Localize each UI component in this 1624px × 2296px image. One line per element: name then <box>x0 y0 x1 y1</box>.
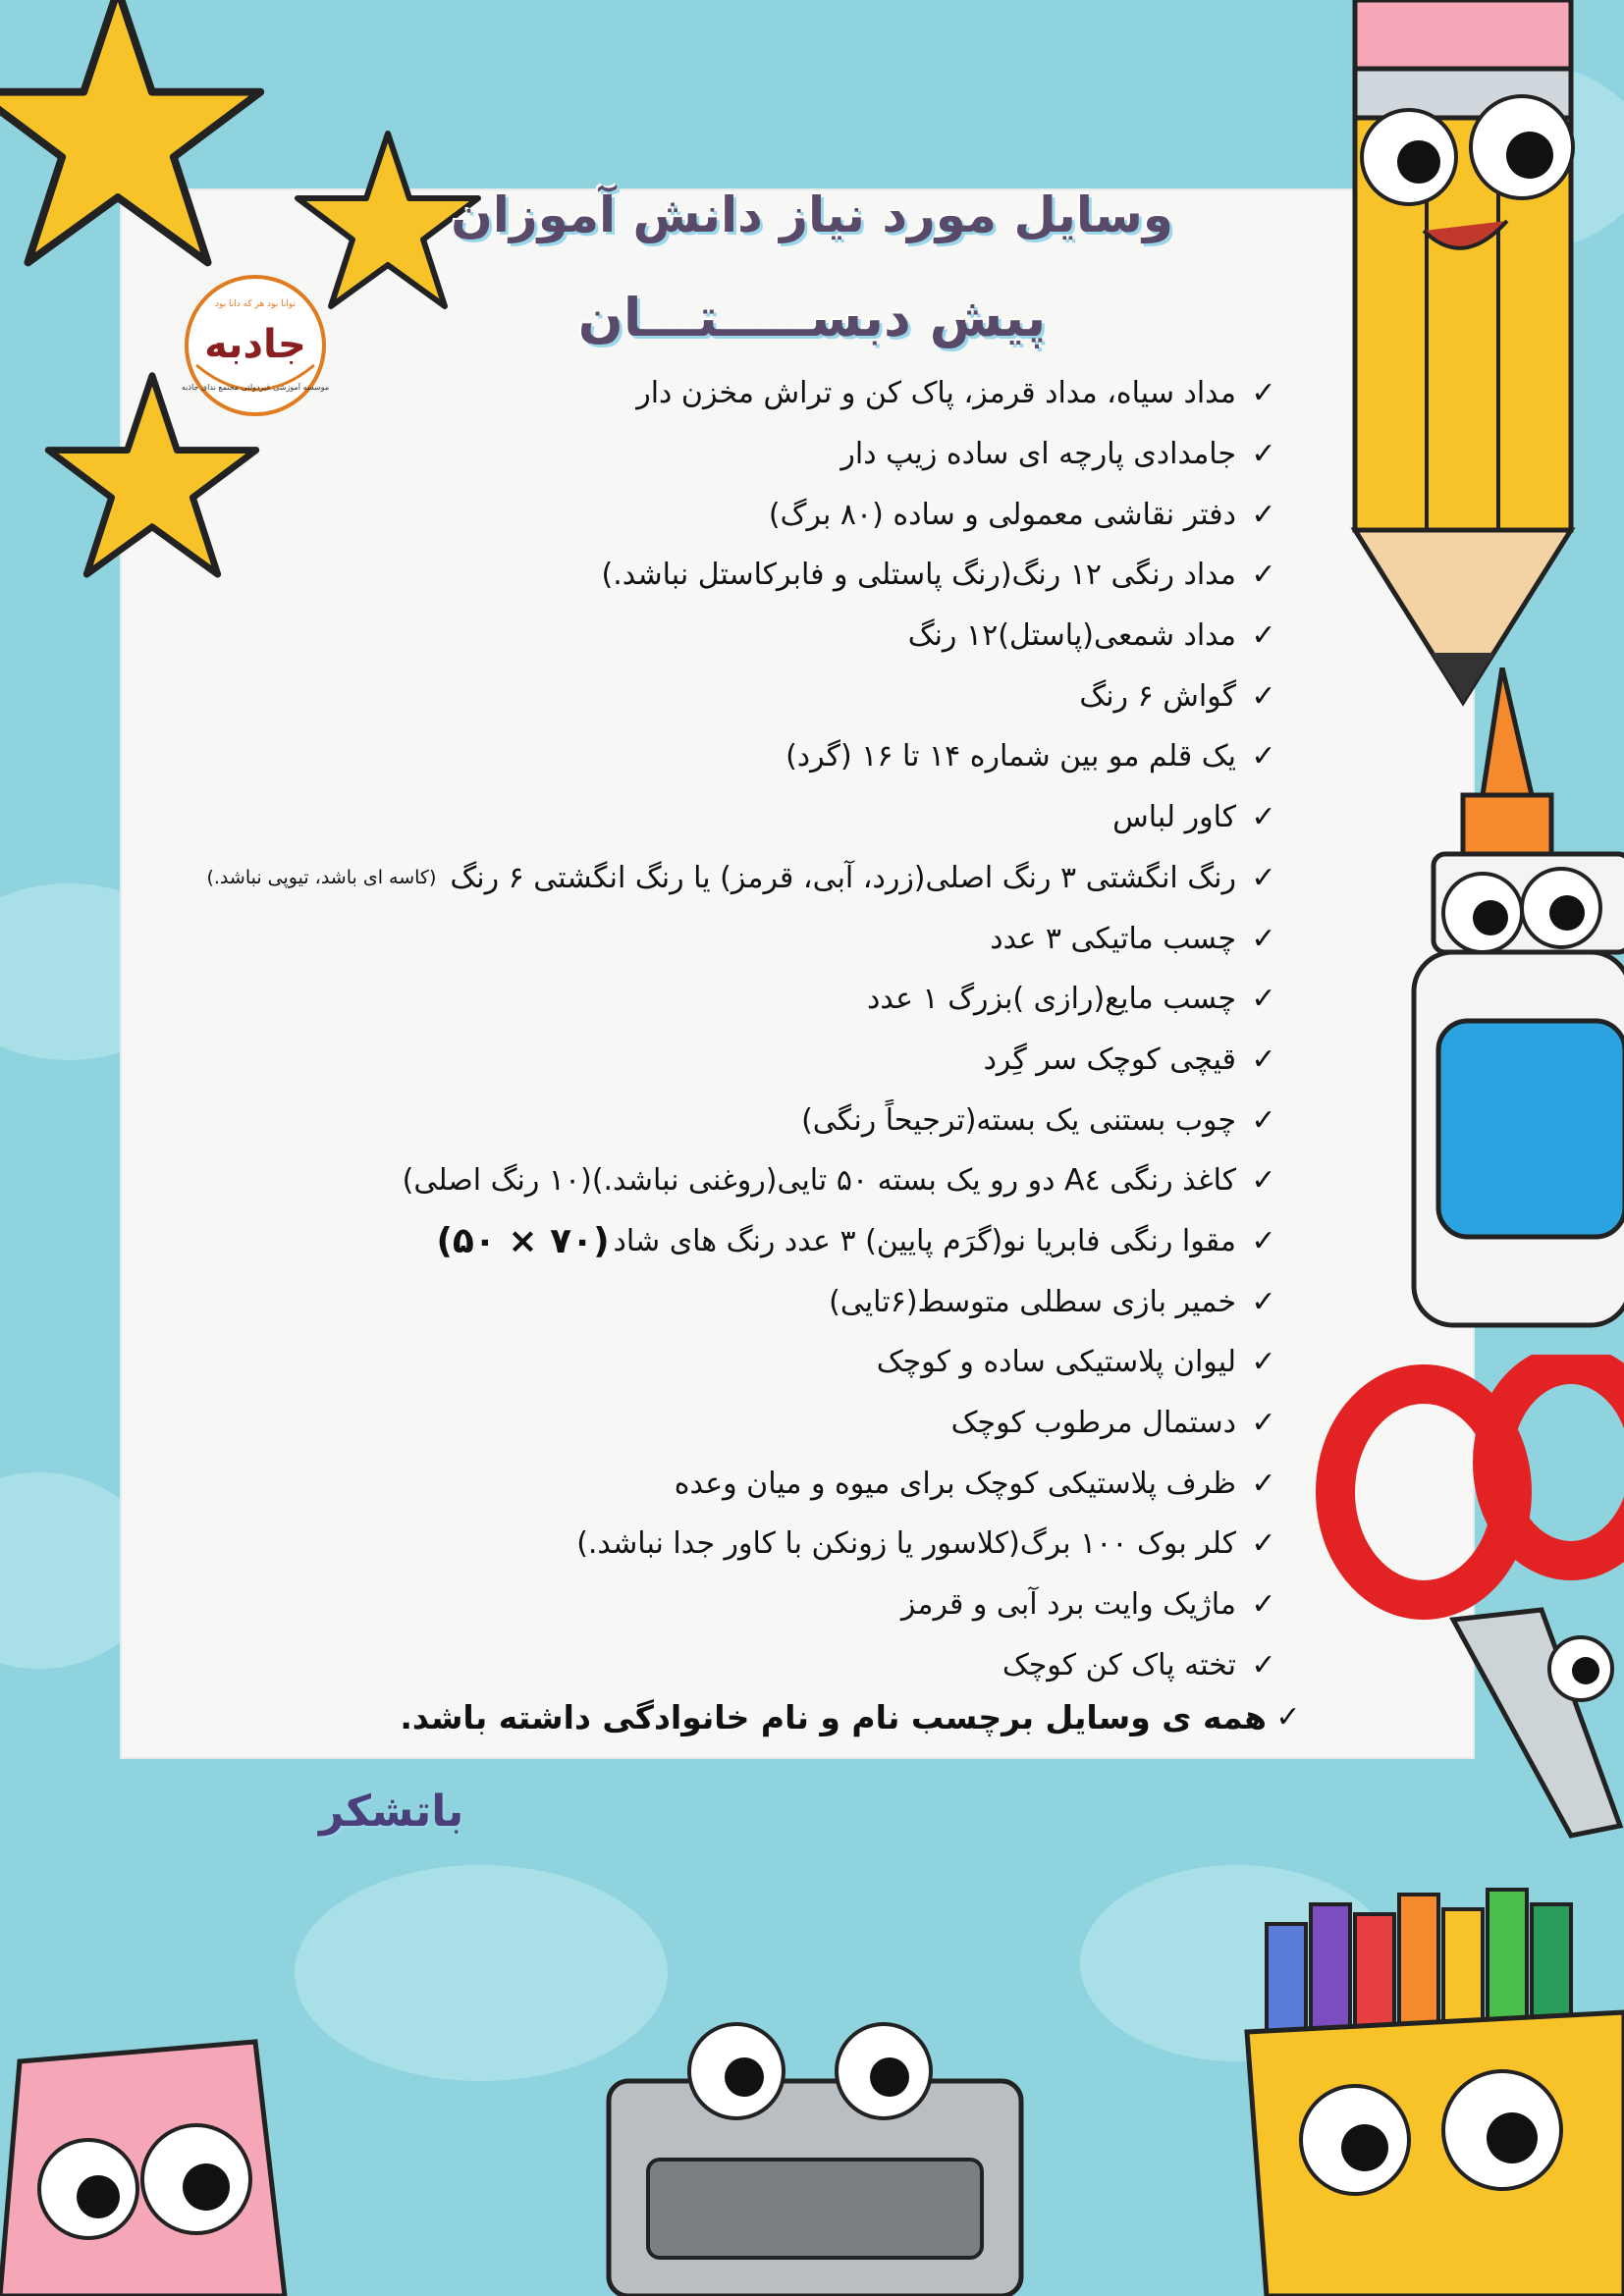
list-item-text: خمیر بازی سطلی متوسط(۶تایی) <box>829 1284 1236 1319</box>
check-icon: ✓ <box>1251 1041 1276 1077</box>
check-icon: ✓ <box>1251 1223 1276 1258</box>
list-item-text: مداد سیاه، مداد قرمز، پاک کن و تراش مخزن دار <box>636 376 1236 411</box>
list-item-text: چسب مایع(رازی )بزرگ ۱ عدد <box>866 982 1236 1017</box>
check-icon: ✓ <box>1251 678 1276 714</box>
page-subtitle: پیش دبســـــتـــان <box>577 287 1047 348</box>
check-icon: ✓ <box>1251 1406 1276 1441</box>
list-item-text: جامدادی پارچه ای ساده زیپ دار <box>840 437 1236 472</box>
labeling-note-text: همه ی وسایل برچسب نام و نام خانوادگی داشته باشد. <box>400 1698 1267 1736</box>
list-item <box>87 969 1285 1030</box>
check-icon: ✓ <box>1251 1345 1276 1380</box>
list-item <box>87 666 1285 726</box>
check-icon: ✓ <box>1275 1700 1301 1735</box>
thanks-signature: باتشکر <box>319 1787 464 1837</box>
list-item-text: مداد رنگی ۱۲ رنگ(رنگ پاستلی و فابرکاستل نباشد.) <box>601 558 1236 593</box>
list-item <box>87 363 1285 424</box>
check-icon: ✓ <box>1251 800 1276 835</box>
check-icon: ✓ <box>1251 497 1276 532</box>
check-icon: ✓ <box>1251 1647 1276 1682</box>
check-icon: ✓ <box>1251 618 1276 654</box>
pencil-character-icon <box>1316 0 1624 707</box>
list-item <box>87 1634 1285 1695</box>
check-icon: ✓ <box>1251 1587 1276 1623</box>
list-item-text: چوب بستنی یک بسته(ترجیحاً رنگی) <box>801 1102 1236 1138</box>
check-icon: ✓ <box>1251 558 1276 593</box>
list-item <box>87 1271 1285 1332</box>
list-item <box>87 1211 1285 1272</box>
list-item-text: رنگ انگشتی ۳ رنگ اصلی(زرد، آبی، قرمز) یا رنگ انگشتی ۶ رنگ <box>450 860 1236 895</box>
list-item-text: کاور لباس <box>1112 800 1236 835</box>
check-icon: ✓ <box>1251 739 1276 774</box>
list-item-text: ظرف پلاستیکی کوچک برای میوه و میان وعده <box>674 1466 1236 1501</box>
list-item-text: مقوا رنگی فابریا نو(گرَم پایین) ۳ عدد رنگ های شاد <box>613 1223 1236 1258</box>
list-item <box>87 545 1285 606</box>
check-icon: ✓ <box>1251 982 1276 1017</box>
check-icon: ✓ <box>1251 921 1276 956</box>
list-item-text: کلر بوک ۱۰۰ برگ(کلاسور یا زونکن با کاور جدا نباشد.) <box>576 1526 1236 1562</box>
check-icon: ✓ <box>1251 1102 1276 1138</box>
list-item-text: دستمال مرطوب کوچک <box>950 1406 1236 1441</box>
eraser-character-icon <box>0 2002 295 2296</box>
list-item-text: یک قلم مو بین شماره ۱۴ تا ۱۶ (گرد) <box>785 739 1236 774</box>
logo-name-text: جادبه <box>204 322 306 367</box>
list-item-text: قیچی کوچک سر گِرد <box>983 1041 1236 1077</box>
check-icon: ✓ <box>1251 437 1276 472</box>
list-item-text: مداد شمعی(پاستل)۱۲ رنگ <box>907 618 1236 654</box>
list-item <box>87 1514 1285 1575</box>
check-icon: ✓ <box>1251 376 1276 411</box>
list-item <box>87 1090 1285 1150</box>
list-item <box>87 1332 1285 1393</box>
check-icon: ✓ <box>1251 1284 1276 1319</box>
list-item <box>87 1150 1285 1211</box>
list-item-text: لیوان پلاستیکی ساده و کوچک <box>876 1345 1236 1380</box>
list-item-text: دفتر نقاشی معمولی و ساده (۸۰ برگ) <box>768 497 1236 532</box>
labeling-note <box>400 1698 1310 1736</box>
list-item <box>87 1575 1285 1635</box>
logo-subtitle-text: موسسه آموزشی غیردولتی مجتمع ندای جاذبه <box>181 383 330 392</box>
list-item <box>87 1030 1285 1091</box>
list-item-text: چسب ماتیکی ۳ عدد <box>990 921 1236 956</box>
list-item <box>87 1453 1285 1514</box>
list-item <box>87 1393 1285 1454</box>
list-item-text: کاغذ رنگی A٤ دو رو یک بسته ۵۰ تایی(روغنی نباشد.)(۱۰ رنگ اصلی) <box>402 1163 1236 1199</box>
check-icon: ✓ <box>1251 1526 1276 1562</box>
glue-bottle-character-icon <box>1394 667 1624 1335</box>
list-item <box>87 908 1285 969</box>
list-item-text: گواش ۶ رنگ <box>1079 678 1236 714</box>
list-item-size: (۷۰ × ۵۰) <box>436 1220 610 1261</box>
list-item-text: ماژیک وایت برد آبی و قرمز <box>900 1587 1236 1623</box>
list-item <box>87 726 1285 787</box>
check-icon: ✓ <box>1251 860 1276 895</box>
list-item <box>87 484 1285 545</box>
supplies-list <box>87 363 1285 1695</box>
list-item <box>87 606 1285 667</box>
logo-motto-text: توانا بود هر که دانا بود <box>214 299 297 309</box>
list-item <box>87 787 1285 848</box>
page-title: وسایل مورد نیاز دانش آموزان <box>451 187 1173 243</box>
list-item <box>87 848 1285 909</box>
list-item-text: تخته پاک کن کوچک <box>1001 1647 1236 1682</box>
paint-box-character-icon <box>589 2022 1041 2296</box>
crayon-box-character-icon <box>1227 1885 1624 2296</box>
check-icon: ✓ <box>1251 1466 1276 1501</box>
list-item-small-note: (کاسه ای باشد، تیوپی نباشد.) <box>206 867 437 889</box>
check-icon: ✓ <box>1251 1163 1276 1199</box>
scissors-character-icon <box>1306 1355 1624 1845</box>
list-item <box>87 424 1285 485</box>
